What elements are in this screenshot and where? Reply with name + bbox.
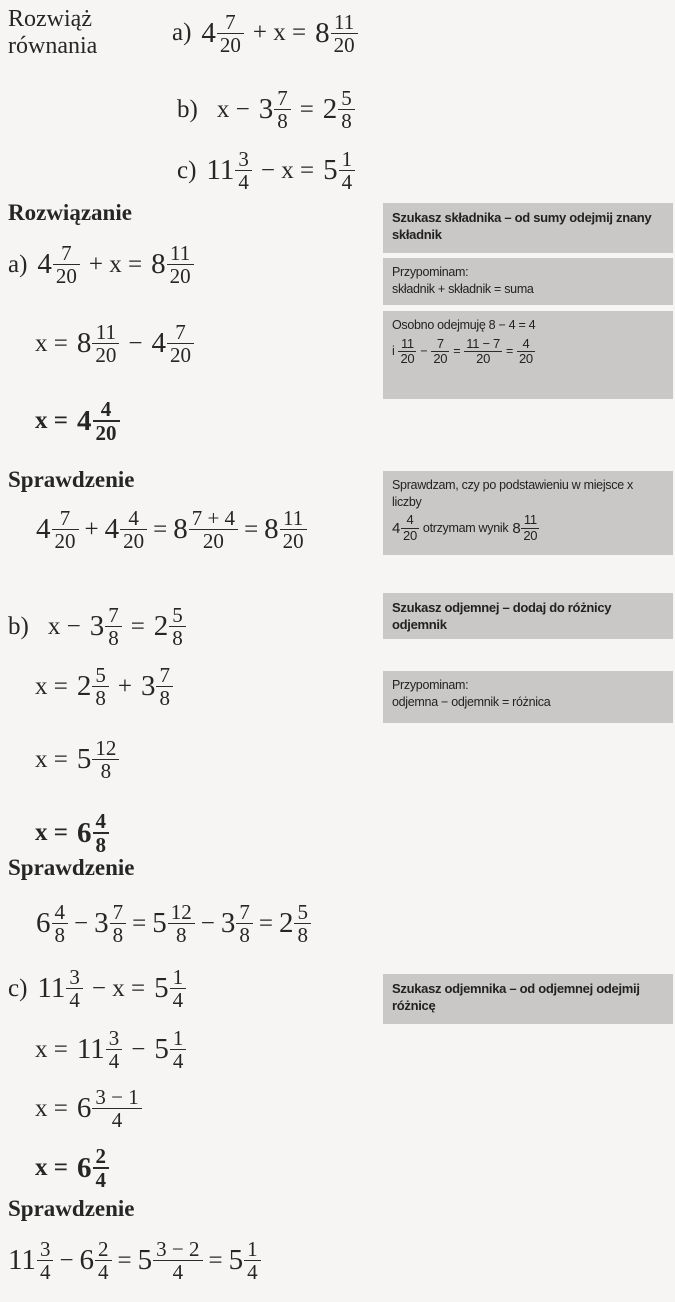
numerator: 4 [406, 512, 414, 527]
fraction [167, 321, 194, 366]
numerator: 3 − 2 [156, 1237, 200, 1261]
fraction [92, 321, 119, 366]
math-text: = [299, 95, 314, 123]
fraction [66, 966, 83, 1011]
whole-number: 8 [264, 513, 279, 545]
math-line [8, 398, 391, 444]
whole-number: 4 [392, 519, 401, 537]
math-text: − [200, 909, 215, 937]
fraction [235, 148, 252, 193]
whole-number: 4 [37, 248, 52, 280]
whole-number: 11 [206, 154, 235, 186]
numerator: 5 [95, 663, 106, 687]
numerator: 5 [297, 900, 308, 924]
fraction [431, 337, 449, 367]
fraction [110, 901, 127, 946]
solution-column [8, 201, 391, 1283]
fraction [167, 242, 194, 287]
math-line [8, 737, 391, 782]
denominator: 20 [403, 527, 417, 543]
whole-number: 3 [140, 670, 156, 702]
math-line [8, 507, 391, 552]
fraction [168, 901, 195, 946]
denominator: 20 [331, 33, 358, 56]
numerator: 7 [239, 900, 250, 924]
denominator: 4 [170, 988, 187, 1011]
math-text: = [117, 1246, 132, 1274]
whole-number: 2 [278, 907, 294, 939]
math-text: = [153, 515, 168, 543]
fraction [93, 1145, 110, 1191]
math-text: + [117, 672, 132, 700]
numerator: 7 [277, 86, 288, 110]
denominator: 4 [66, 988, 83, 1011]
math-text: otrzymam wynik [422, 520, 509, 535]
denominator: 20 [167, 343, 194, 366]
whole-number: 11 [37, 972, 66, 1004]
worksheet-page [0, 6, 675, 1302]
math-line [8, 1086, 391, 1131]
numerator: 7 [61, 241, 72, 265]
fraction [339, 148, 356, 193]
denominator: 8 [236, 923, 253, 946]
numerator: 2 [98, 1237, 109, 1261]
numerator: 7 [108, 603, 119, 627]
whole-number: 4 [151, 327, 166, 359]
math-line [8, 810, 391, 856]
fraction [153, 1238, 202, 1283]
fraction [517, 337, 535, 367]
numerator: 3 − 1 [95, 1085, 139, 1109]
problem-statement [8, 6, 675, 193]
whole-number: 3 [258, 93, 274, 125]
denominator: 4 [106, 1049, 123, 1072]
hint-text: Szukasz odjemnej – dodaj do różnicy odjemnik [392, 600, 612, 633]
problem-line-c [8, 148, 675, 193]
denominator: 20 [167, 264, 194, 287]
math-text: − x = [260, 156, 315, 184]
whole-number: 2 [153, 610, 169, 642]
section-heading: Sprawdzenie [8, 467, 135, 492]
section-heading: Sprawdzenie [8, 1196, 135, 1221]
denominator: 4 [153, 1260, 202, 1283]
math-text: = [132, 909, 147, 937]
whole-number: 11 [8, 1244, 36, 1276]
math-text: = [453, 344, 461, 359]
math-text: x − [47, 612, 81, 640]
hint-box [383, 203, 673, 253]
hint-text: odjemna − odjemnik = różnica [392, 694, 551, 709]
denominator: 8 [52, 923, 69, 946]
math-text: = [244, 515, 259, 543]
numerator: 4 [54, 900, 65, 924]
fraction [464, 337, 502, 367]
fraction [93, 398, 120, 444]
hint-box [383, 258, 673, 305]
math-line [8, 1145, 391, 1191]
math-text: = [208, 1246, 223, 1274]
denominator: 20 [464, 351, 502, 367]
denominator: 20 [120, 529, 147, 552]
numerator: 7 [59, 506, 71, 530]
denominator: 8 [93, 832, 110, 856]
numerator: 12 [170, 900, 192, 924]
problem-line-b [8, 87, 675, 132]
whole-number: 6 [77, 816, 92, 849]
numerator: 3 [69, 965, 80, 989]
fraction [521, 513, 539, 543]
numerator: 7 [436, 335, 444, 351]
denominator: 4 [95, 1260, 112, 1283]
denominator: 8 [105, 626, 122, 649]
numerator: 1 [247, 1237, 258, 1261]
math-text: x = [35, 329, 68, 357]
problem-line-a [8, 6, 675, 60]
whole-number: 8 [512, 519, 521, 537]
fraction [95, 1238, 112, 1283]
numerator: 1 [172, 965, 184, 989]
denominator: 8 [92, 759, 119, 782]
math-text: x = [35, 1094, 68, 1122]
denominator: 20 [217, 33, 244, 56]
numerator: 7 [112, 900, 124, 924]
math-text: i [392, 344, 395, 359]
whole-number: 5 [137, 1244, 153, 1276]
whole-number: 5 [154, 1033, 169, 1065]
fraction [105, 604, 122, 649]
whole-number: 6 [79, 1244, 95, 1276]
whole-number: 4 [77, 404, 92, 437]
denominator: 20 [523, 527, 538, 543]
numerator: 5 [172, 603, 183, 627]
numerator: 11 [95, 320, 116, 344]
math-text: a) [8, 250, 28, 278]
numerator: 1 [172, 1026, 184, 1050]
numerator: 4 [522, 335, 530, 351]
math-text: + x = [252, 19, 307, 46]
denominator: 4 [92, 1108, 141, 1131]
whole-number: 4 [201, 16, 216, 49]
numerator: 11 − 7 [466, 335, 500, 351]
fraction [170, 966, 187, 1011]
denominator: 20 [280, 529, 307, 552]
numerator: 11 [400, 335, 414, 351]
hint-text: Szukasz odjemnika – od odjemnej odejmij różnicę [392, 981, 640, 1014]
numerator: 3 [39, 1237, 51, 1261]
fraction [92, 664, 109, 709]
hint-math-line [392, 337, 664, 367]
whole-number: 6 [76, 1092, 92, 1124]
hint-box [383, 311, 673, 399]
denominator: 8 [110, 923, 127, 946]
denominator: 20 [52, 529, 79, 552]
whole-number: 3 [94, 907, 109, 939]
math-text: a) [172, 19, 192, 46]
fraction [53, 242, 80, 287]
fraction [156, 664, 173, 709]
numerator: 7 [175, 320, 186, 344]
denominator: 8 [92, 686, 109, 709]
fraction [244, 1238, 261, 1283]
math-text: − [420, 344, 428, 359]
denominator: 20 [53, 264, 80, 287]
numerator: 11 [170, 241, 191, 265]
denominator: 4 [93, 1167, 110, 1191]
numerator: 11 [523, 512, 537, 527]
math-text: x = [35, 745, 68, 773]
math-line [8, 901, 391, 946]
section-heading: Rozwiązanie [8, 200, 132, 225]
denominator: 20 [400, 351, 415, 366]
hint-box [383, 593, 673, 639]
whole-number: 8 [76, 327, 92, 359]
fraction [52, 507, 79, 552]
whole-number: 5 [323, 154, 338, 186]
whole-number: 4 [36, 513, 51, 545]
denominator: 8 [294, 923, 311, 946]
fraction [331, 11, 358, 56]
denominator: 4 [37, 1260, 54, 1283]
numerator: 1 [341, 147, 353, 171]
problem-equation-b [177, 87, 355, 132]
whole-number: 5 [152, 907, 167, 939]
numerator: 12 [95, 736, 117, 760]
denominator: 8 [156, 686, 173, 709]
fraction [401, 513, 419, 543]
whole-number: 6 [77, 1151, 92, 1184]
fraction [52, 901, 69, 946]
whole-number: 8 [151, 248, 166, 280]
math-line [8, 321, 391, 366]
problem-equation-a [172, 11, 358, 56]
fraction [170, 1027, 187, 1072]
whole-number: 8 [173, 513, 188, 545]
whole-number: 5 [154, 972, 169, 1004]
hint-text: Sprawdzam, czy po podstawieniu w miejsce x liczby [392, 478, 633, 509]
denominator: 4 [339, 170, 356, 193]
math-text: x − [216, 95, 250, 123]
hint-math-line [392, 513, 664, 543]
hint-text: składnik + składnik = suma [392, 281, 534, 296]
fraction [280, 507, 307, 552]
fraction [92, 737, 119, 782]
denominator: 4 [244, 1260, 261, 1283]
math-text: b) [8, 612, 29, 640]
hint-box [383, 974, 673, 1024]
math-line [8, 1238, 391, 1283]
hint-text: Szukasz składnika – od sumy odejmij znany składnik [392, 210, 652, 243]
math-line [8, 242, 391, 287]
math-text: − [131, 1035, 146, 1063]
whole-number: 4 [104, 513, 120, 545]
numerator: 4 [100, 397, 112, 421]
math-text: = [505, 344, 513, 359]
whole-number: 3 [220, 907, 236, 939]
math-text: c) [177, 156, 197, 184]
numerator: 7 + 4 [191, 506, 236, 530]
numerator: 3 [108, 1026, 120, 1050]
numerator: 11 [283, 506, 304, 530]
denominator: 20 [433, 351, 448, 366]
math-text: − [59, 1246, 74, 1274]
denominator: 8 [274, 109, 291, 132]
numerator: 4 [95, 809, 106, 833]
numerator: 7 [225, 9, 236, 34]
math-line [8, 966, 391, 1011]
math-text: = [130, 612, 145, 640]
fraction [37, 1238, 54, 1283]
numerator: 3 [238, 147, 249, 171]
math-line [8, 1027, 391, 1072]
fraction [169, 604, 186, 649]
math-text: x = [35, 1154, 68, 1181]
whole-number: 6 [36, 907, 51, 939]
math-text: − [74, 909, 89, 937]
fraction [217, 11, 244, 56]
problem-equation-c [177, 148, 355, 193]
denominator: 4 [170, 1049, 187, 1072]
denominator: 8 [168, 923, 195, 946]
math-text: − x = [91, 974, 146, 1002]
whole-number: 8 [315, 16, 330, 49]
numerator: 4 [128, 506, 139, 530]
hint-text: Osobno odejmuję 8 − 4 = 4 [392, 318, 536, 332]
math-text: x = [35, 1035, 68, 1063]
denominator: 20 [92, 343, 119, 366]
numerator: 11 [334, 9, 355, 34]
fraction [189, 507, 238, 552]
fraction [120, 507, 147, 552]
math-text: x = [35, 407, 68, 434]
fraction [338, 87, 355, 132]
denominator: 20 [189, 529, 238, 552]
whole-number: 5 [228, 1244, 244, 1276]
hint-box [383, 471, 673, 555]
numerator: 2 [95, 1144, 106, 1168]
math-text: x = [35, 672, 68, 700]
denominator: 4 [235, 170, 252, 193]
math-text: x = [35, 819, 68, 846]
hint-box [383, 671, 673, 723]
math-text: − [128, 329, 143, 357]
math-text: + x = [88, 250, 143, 278]
whole-number: 5 [76, 743, 92, 775]
math-text: = [258, 909, 273, 937]
fraction [398, 337, 416, 367]
whole-number: 2 [322, 93, 338, 125]
numerator: 5 [341, 86, 352, 110]
fraction [92, 1086, 141, 1131]
math-text: b) [177, 95, 198, 123]
fraction [93, 810, 110, 856]
fraction [106, 1027, 123, 1072]
fraction [294, 901, 311, 946]
fraction [236, 901, 253, 946]
math-line [8, 604, 391, 649]
denominator: 20 [518, 351, 533, 366]
problem-intro: Rozwiąż równania [8, 6, 98, 59]
hint-text: Przypominam: [392, 265, 469, 279]
fraction [274, 87, 291, 132]
denominator: 8 [338, 109, 355, 132]
whole-number: 3 [89, 610, 105, 642]
denominator: 20 [93, 420, 120, 444]
math-text: + [84, 515, 99, 543]
whole-number: 2 [76, 670, 92, 702]
section-heading: Sprawdzenie [8, 855, 135, 880]
math-text: c) [8, 974, 28, 1002]
whole-number: 11 [76, 1033, 105, 1065]
numerator: 7 [159, 663, 170, 687]
denominator: 8 [169, 626, 186, 649]
hint-text: Przypominam: [392, 678, 469, 692]
math-line [8, 664, 391, 709]
